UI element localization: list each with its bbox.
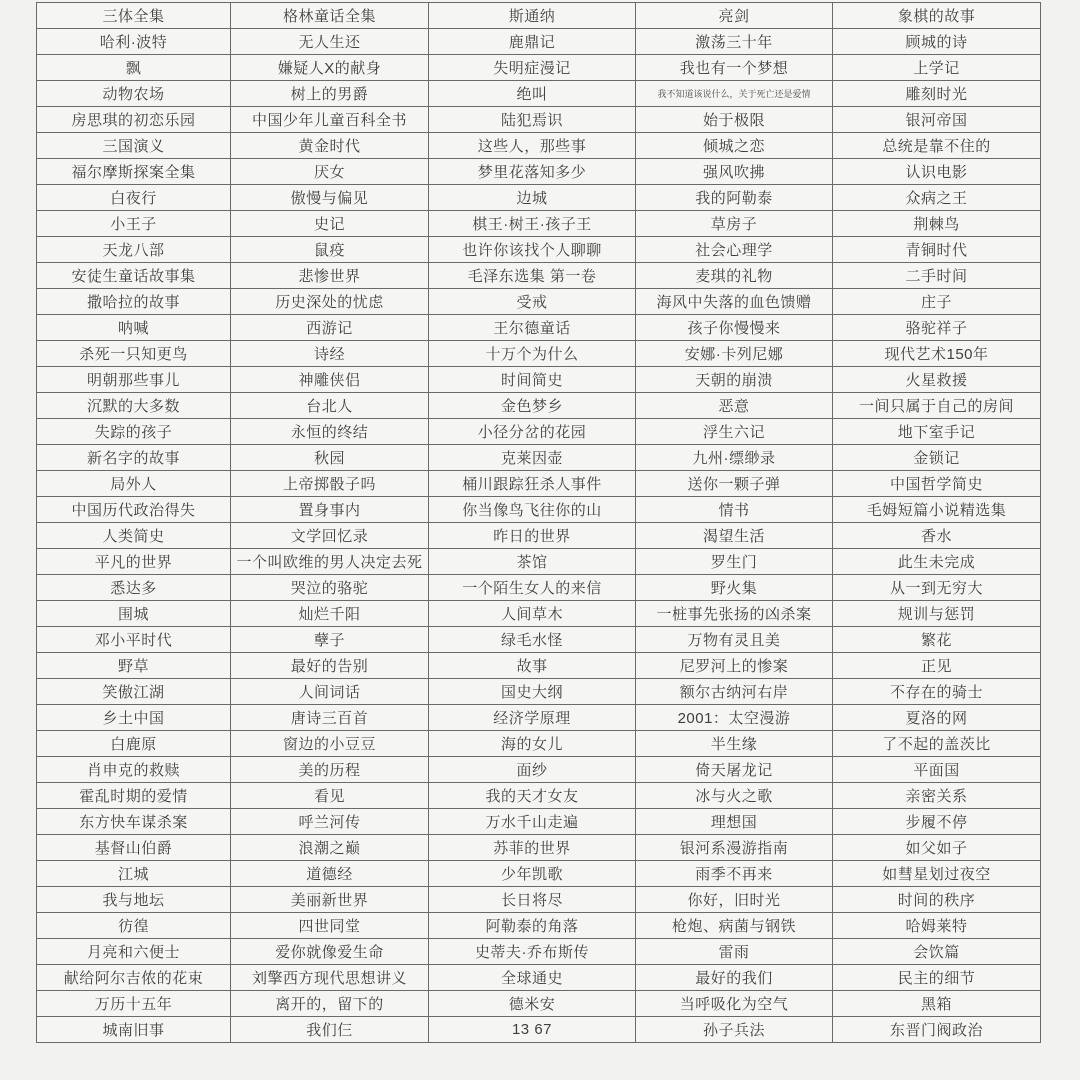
book-title-cell: 孽子: [231, 627, 429, 653]
book-title-cell: 火星救援: [833, 367, 1041, 393]
book-title-cell: 孙子兵法: [636, 1017, 833, 1043]
book-title-cell: 中国哲学简史: [833, 471, 1041, 497]
table-row: [37, 627, 1041, 653]
book-title-cell: 永恒的终结: [231, 419, 429, 445]
book-title-cell: 厌女: [231, 159, 429, 185]
book-title-cell: 我的天才女友: [429, 783, 636, 809]
book-title-cell: 我们仨: [231, 1017, 429, 1043]
book-title-cell: 民主的细节: [833, 965, 1041, 991]
book-title-cell: 新名字的故事: [37, 445, 231, 471]
book-title-cell: 理想国: [636, 809, 833, 835]
book-title-cell: 道德经: [231, 861, 429, 887]
book-title-cell: 平凡的世界: [37, 549, 231, 575]
book-title-cell: 哈姆莱特: [833, 913, 1041, 939]
table-row: [37, 107, 1041, 133]
table-row: [37, 887, 1041, 913]
book-title-cell: 唐诗三百首: [231, 705, 429, 731]
book-title-cell: 金锁记: [833, 445, 1041, 471]
book-title-cell: 史记: [231, 211, 429, 237]
book-title-cell: 神雕侠侣: [231, 367, 429, 393]
book-title-cell: 恶意: [636, 393, 833, 419]
book-title-cell: 规训与惩罚: [833, 601, 1041, 627]
book-title-cell: 十万个为什么: [429, 341, 636, 367]
book-title-cell: 爱你就像爱生命: [231, 939, 429, 965]
book-title-cell: 长日将尽: [429, 887, 636, 913]
book-title-cell: 邓小平时代: [37, 627, 231, 653]
book-title-cell: 浪潮之巅: [231, 835, 429, 861]
book-title-cell: 人类简史: [37, 523, 231, 549]
table-row: [37, 3, 1041, 29]
book-title-cell: 万物有灵且美: [636, 627, 833, 653]
table-row: [37, 133, 1041, 159]
book-title-cell: 天朝的崩溃: [636, 367, 833, 393]
book-title-cell: 此生未完成: [833, 549, 1041, 575]
book-title-cell: 历史深处的忧虑: [231, 289, 429, 315]
book-title-cell: 一间只属于自己的房间: [833, 393, 1041, 419]
book-title-cell: 全球通史: [429, 965, 636, 991]
book-title-cell: 13 67: [429, 1017, 636, 1043]
book-title-cell: 金色梦乡: [429, 393, 636, 419]
book-title-cell: 笑傲江湖: [37, 679, 231, 705]
book-title-cell: 白夜行: [37, 185, 231, 211]
book-title-cell: 罗生门: [636, 549, 833, 575]
table-row: [37, 159, 1041, 185]
table-row: [37, 731, 1041, 757]
book-title-cell: 房思琪的初恋乐园: [37, 107, 231, 133]
book-title-cell: 月亮和六便士: [37, 939, 231, 965]
book-title-cell: 鼠疫: [231, 237, 429, 263]
book-title-cell: 乡土中国: [37, 705, 231, 731]
book-title-cell: 雕刻时光: [833, 81, 1041, 107]
book-title-cell: 中国历代政治得失: [37, 497, 231, 523]
book-title-cell: 孩子你慢慢来: [636, 315, 833, 341]
book-title-cell: 三国演义: [37, 133, 231, 159]
table-row: [37, 913, 1041, 939]
book-title-cell: 置身事内: [231, 497, 429, 523]
book-title-cell: 这些人，那些事: [429, 133, 636, 159]
table-row: [37, 757, 1041, 783]
book-title-cell: 王尔德童话: [429, 315, 636, 341]
book-title-cell: 天龙八部: [37, 237, 231, 263]
book-title-cell: 如父如子: [833, 835, 1041, 861]
book-title-table: [36, 2, 1041, 1043]
book-title-cell: 无人生还: [231, 29, 429, 55]
book-title-cell: 认识电影: [833, 159, 1041, 185]
book-title-cell: 阿勒泰的角落: [429, 913, 636, 939]
book-title-cell: 黑箱: [833, 991, 1041, 1017]
table-row: [37, 471, 1041, 497]
book-title-cell: 哭泣的骆驼: [231, 575, 429, 601]
book-title-cell: 绿毛水怪: [429, 627, 636, 653]
book-title-cell: 东晋门阀政治: [833, 1017, 1041, 1043]
book-title-cell: 野火集: [636, 575, 833, 601]
book-title-cell: 麦琪的礼物: [636, 263, 833, 289]
book-title-cell: 受戒: [429, 289, 636, 315]
book-title-cell: 中国少年儿童百科全书: [231, 107, 429, 133]
book-title-cell: 冰与火之歌: [636, 783, 833, 809]
book-title-cell: 黄金时代: [231, 133, 429, 159]
book-title-cell: 正见: [833, 653, 1041, 679]
book-title-cell: 基督山伯爵: [37, 835, 231, 861]
book-title-cell: 安徒生童话故事集: [37, 263, 231, 289]
book-title-cell: 傲慢与偏见: [231, 185, 429, 211]
book-title-cell: 夏洛的网: [833, 705, 1041, 731]
book-title-cell: 最好的我们: [636, 965, 833, 991]
book-title-cell: 明朝那些事儿: [37, 367, 231, 393]
book-title-cell: 悲惨世界: [231, 263, 429, 289]
book-title-cell: 海风中失落的血色馈赠: [636, 289, 833, 315]
table-row: [37, 835, 1041, 861]
table-row: [37, 211, 1041, 237]
book-title-cell: 四世同堂: [231, 913, 429, 939]
book-title-cell: 草房子: [636, 211, 833, 237]
book-title-cell: 献给阿尔吉侬的花束: [37, 965, 231, 991]
table-row: [37, 861, 1041, 887]
book-title-cell: 时间简史: [429, 367, 636, 393]
book-title-cell: 树上的男爵: [231, 81, 429, 107]
book-title-cell: 面纱: [429, 757, 636, 783]
book-title-cell: 青铜时代: [833, 237, 1041, 263]
book-title-cell: 三体全集: [37, 3, 231, 29]
book-title-cell: 我与地坛: [37, 887, 231, 913]
table-row: [37, 809, 1041, 835]
book-title-cell: 离开的，留下的: [231, 991, 429, 1017]
table-row: [37, 419, 1041, 445]
book-title-cell: 人间草木: [429, 601, 636, 627]
book-title-cell: 激荡三十年: [636, 29, 833, 55]
book-title-cell: 围城: [37, 601, 231, 627]
book-title-cell: 银河系漫游指南: [636, 835, 833, 861]
book-title-cell: 诗经: [231, 341, 429, 367]
book-title-cell: 福尔摩斯探案全集: [37, 159, 231, 185]
book-title-cell: 文学回忆录: [231, 523, 429, 549]
book-title-cell: 桶川跟踪狂杀人事件: [429, 471, 636, 497]
book-title-cell: 霍乱时期的爱情: [37, 783, 231, 809]
book-title-cell: 哈利·波特: [37, 29, 231, 55]
book-title-cell: 骆驼祥子: [833, 315, 1041, 341]
book-title-cell: 沉默的大多数: [37, 393, 231, 419]
book-title-cell: 枪炮、病菌与钢铁: [636, 913, 833, 939]
table-row: [37, 393, 1041, 419]
book-title-cell: 我的阿勒泰: [636, 185, 833, 211]
book-title-cell: 肖申克的救赎: [37, 757, 231, 783]
book-title-cell: 你好，旧时光: [636, 887, 833, 913]
table-row: [37, 185, 1041, 211]
book-title-cell: 不存在的骑士: [833, 679, 1041, 705]
book-title-cell: 我也有一个梦想: [636, 55, 833, 81]
book-title-cell: 看见: [231, 783, 429, 809]
book-title-cell: 地下室手记: [833, 419, 1041, 445]
book-title-cell: 茶馆: [429, 549, 636, 575]
book-title-cell: 呼兰河传: [231, 809, 429, 835]
book-title-cell: 彷徨: [37, 913, 231, 939]
book-title-cell: 一个叫欧维的男人决定去死: [231, 549, 429, 575]
book-title-cell: 毛泽东选集 第一卷: [429, 263, 636, 289]
book-title-cell: 人间词话: [231, 679, 429, 705]
table-row: [37, 705, 1041, 731]
book-title-cell: 雨季不再来: [636, 861, 833, 887]
book-title-cell: 美的历程: [231, 757, 429, 783]
table-row: [37, 289, 1041, 315]
book-title-cell: 棋王·树王·孩子王: [429, 211, 636, 237]
book-title-cell: 毛姆短篇小说精选集: [833, 497, 1041, 523]
book-title-cell: 总统是靠不住的: [833, 133, 1041, 159]
book-title-cell: 现代艺术150年: [833, 341, 1041, 367]
book-title-cell: 失踪的孩子: [37, 419, 231, 445]
table-row: [37, 237, 1041, 263]
book-title-cell: 也许你该找个人聊聊: [429, 237, 636, 263]
book-title-cell: 了不起的盖茨比: [833, 731, 1041, 757]
book-title-cell: 会饮篇: [833, 939, 1041, 965]
book-title-cell: 小径分岔的花园: [429, 419, 636, 445]
book-title-cell: 海的女儿: [429, 731, 636, 757]
book-title-cell: 小王子: [37, 211, 231, 237]
book-title-cell: 安娜·卡列尼娜: [636, 341, 833, 367]
book-title-cell: 亮剑: [636, 3, 833, 29]
book-title-cell: 始于极限: [636, 107, 833, 133]
book-title-cell: 窗边的小豆豆: [231, 731, 429, 757]
table-row: [37, 965, 1041, 991]
book-title-cell: 苏菲的世界: [429, 835, 636, 861]
table-row: [37, 939, 1041, 965]
table-row: [37, 81, 1041, 107]
book-title-cell: 时间的秩序: [833, 887, 1041, 913]
book-title-cell: 一桩事先张扬的凶杀案: [636, 601, 833, 627]
book-title-cell: 象棋的故事: [833, 3, 1041, 29]
book-title-cell: 野草: [37, 653, 231, 679]
book-title-cell: 绝叫: [429, 81, 636, 107]
table-row: [37, 29, 1041, 55]
book-title-cell: 银河帝国: [833, 107, 1041, 133]
book-title-cell: 额尔古纳河右岸: [636, 679, 833, 705]
book-title-cell: 故事: [429, 653, 636, 679]
book-title-cell: 边城: [429, 185, 636, 211]
table-row: [37, 497, 1041, 523]
table-row: [37, 1017, 1041, 1043]
book-title-cell: 刘擎西方现代思想讲义: [231, 965, 429, 991]
book-title-cell: 如彗星划过夜空: [833, 861, 1041, 887]
book-title-cell: 步履不停: [833, 809, 1041, 835]
book-title-cell: 亲密关系: [833, 783, 1041, 809]
book-title-cell: 西游记: [231, 315, 429, 341]
book-title-cell: 你当像鸟飞往你的山: [429, 497, 636, 523]
book-title-cell: 斯通纳: [429, 3, 636, 29]
book-title-cell: 克莱因壶: [429, 445, 636, 471]
book-title-cell: 从一到无穷大: [833, 575, 1041, 601]
book-title-cell: 倾城之恋: [636, 133, 833, 159]
table-row: [37, 315, 1041, 341]
book-title-cell: 上帝掷骰子吗: [231, 471, 429, 497]
table-row: [37, 575, 1041, 601]
book-title-cell: 鹿鼎记: [429, 29, 636, 55]
book-title-cell: 繁花: [833, 627, 1041, 653]
book-title-cell: 东方快车谋杀案: [37, 809, 231, 835]
book-title-cell: 顾城的诗: [833, 29, 1041, 55]
table-row: [37, 55, 1041, 81]
book-title-cell: 江城: [37, 861, 231, 887]
book-title-cell: 台北人: [231, 393, 429, 419]
book-title-cell: 二手时间: [833, 263, 1041, 289]
book-title-cell: 灿烂千阳: [231, 601, 429, 627]
book-title-cell: 嫌疑人X的献身: [231, 55, 429, 81]
book-title-cell: 梦里花落知多少: [429, 159, 636, 185]
table-row: [37, 679, 1041, 705]
book-title-cell: 情书: [636, 497, 833, 523]
book-title-cell: 昨日的世界: [429, 523, 636, 549]
book-title-cell: 国史大纲: [429, 679, 636, 705]
book-title-cell: 荆棘鸟: [833, 211, 1041, 237]
book-title-cell: 秋园: [231, 445, 429, 471]
table-row: [37, 341, 1041, 367]
book-title-cell: 香水: [833, 523, 1041, 549]
book-title-cell: 失明症漫记: [429, 55, 636, 81]
book-title-cell: 上学记: [833, 55, 1041, 81]
book-title-cell: 德米安: [429, 991, 636, 1017]
table-row: [37, 445, 1041, 471]
book-title-cell: 庄子: [833, 289, 1041, 315]
book-title-cell: 雷雨: [636, 939, 833, 965]
book-title-cell: 白鹿原: [37, 731, 231, 757]
book-title-cell: 动物农场: [37, 81, 231, 107]
book-title-cell: 一个陌生女人的来信: [429, 575, 636, 601]
table-row: [37, 263, 1041, 289]
book-title-cell: 史蒂夫·乔布斯传: [429, 939, 636, 965]
book-title-cell: 社会心理学: [636, 237, 833, 263]
book-title-cell: 局外人: [37, 471, 231, 497]
book-title-cell: 送你一颗子弹: [636, 471, 833, 497]
book-title-cell: 半生缘: [636, 731, 833, 757]
book-title-cell: 我不知道该说什么，关于死亡还是爱情: [636, 81, 833, 107]
book-table-body: [37, 3, 1041, 1043]
book-title-cell: 撒哈拉的故事: [37, 289, 231, 315]
table-row: [37, 601, 1041, 627]
book-title-cell: 渴望生活: [636, 523, 833, 549]
book-title-cell: 当呼吸化为空气: [636, 991, 833, 1017]
book-title-cell: 万水千山走遍: [429, 809, 636, 835]
book-title-cell: 飘: [37, 55, 231, 81]
book-title-cell: 格林童话全集: [231, 3, 429, 29]
book-title-cell: 平面国: [833, 757, 1041, 783]
table-row: [37, 523, 1041, 549]
book-title-cell: 2001：太空漫游: [636, 705, 833, 731]
book-title-cell: 最好的告别: [231, 653, 429, 679]
table-row: [37, 367, 1041, 393]
table-row: [37, 653, 1041, 679]
book-title-cell: 陆犯焉识: [429, 107, 636, 133]
book-title-cell: 少年凯歌: [429, 861, 636, 887]
book-title-cell: 悉达多: [37, 575, 231, 601]
book-title-cell: 呐喊: [37, 315, 231, 341]
table-row: [37, 991, 1041, 1017]
book-title-cell: 经济学原理: [429, 705, 636, 731]
book-title-cell: 美丽新世界: [231, 887, 429, 913]
book-title-cell: 城南旧事: [37, 1017, 231, 1043]
book-title-cell: 浮生六记: [636, 419, 833, 445]
book-title-cell: 倚天屠龙记: [636, 757, 833, 783]
book-title-cell: 强风吹拂: [636, 159, 833, 185]
book-title-cell: 杀死一只知更鸟: [37, 341, 231, 367]
table-row: [37, 783, 1041, 809]
table-row: [37, 549, 1041, 575]
book-title-cell: 尼罗河上的惨案: [636, 653, 833, 679]
book-title-cell: 众病之王: [833, 185, 1041, 211]
book-title-cell: 九州·缥缈录: [636, 445, 833, 471]
book-title-cell: 万历十五年: [37, 991, 231, 1017]
